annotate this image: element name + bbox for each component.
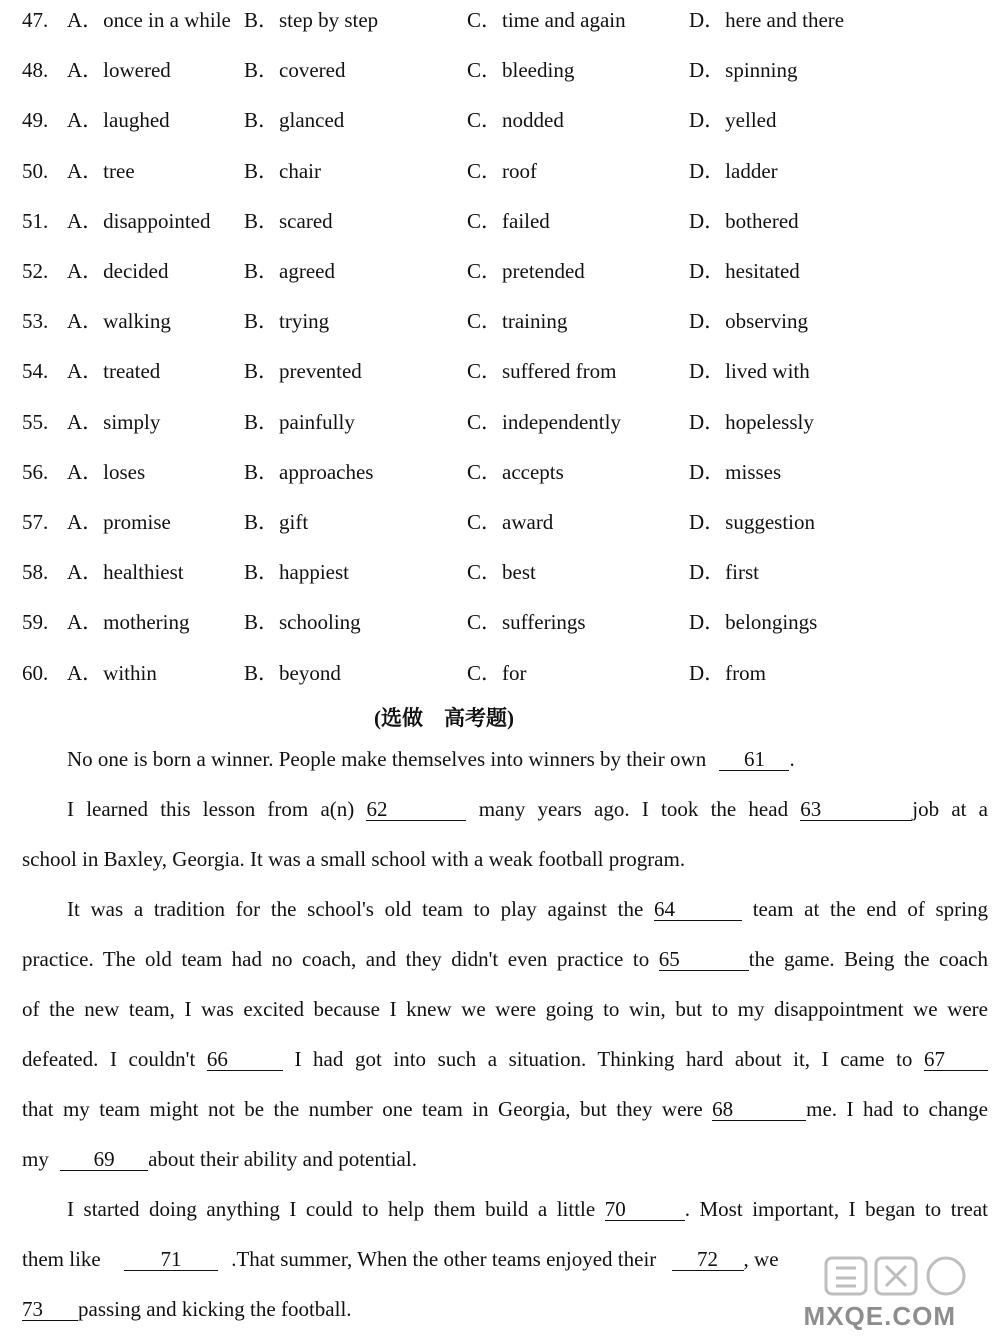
option-a: A．once in a while xyxy=(67,8,231,32)
option-row xyxy=(0,602,1000,642)
question-number: 52. xyxy=(22,259,49,283)
watermark-logo xyxy=(796,1252,986,1334)
passage-line-5: practice. The old team had no coach, and they didn't even practice to 65 the game. Being the coach xyxy=(22,947,988,971)
watermark-text: MXQE.COM xyxy=(803,1301,956,1331)
option-a: A．tree xyxy=(67,158,135,183)
option-row xyxy=(0,100,1000,140)
option-a: A．simply xyxy=(67,409,161,434)
passage-line-9: my 69 about their ability and potential. xyxy=(22,1147,417,1171)
option-b: B．approaches xyxy=(244,459,374,484)
option-a: A．decided xyxy=(67,259,169,283)
option-c: C．training xyxy=(467,309,568,334)
option-d: D．first xyxy=(689,560,759,585)
option-a: A．within xyxy=(67,660,157,685)
option-c: C．best xyxy=(467,560,536,585)
question-number: 48. xyxy=(22,58,49,83)
option-d: D．observing xyxy=(689,309,808,334)
option-c: C．sufferings xyxy=(467,610,586,635)
blank-70: 70 xyxy=(605,1198,685,1221)
section-heading-text: (选做 高考题) xyxy=(374,706,514,730)
option-a: A．laughed xyxy=(67,108,170,133)
blank-63: 63 xyxy=(800,798,912,821)
option-row xyxy=(0,201,1000,241)
option-row xyxy=(0,502,1000,542)
option-d: D．suggestion xyxy=(689,510,815,534)
option-c: C．bleeding xyxy=(467,58,575,83)
blank-73: 73 xyxy=(22,1298,78,1321)
option-b: B．agreed xyxy=(244,259,335,283)
question-number: 57. xyxy=(22,510,49,534)
option-row xyxy=(0,251,1000,291)
option-row xyxy=(0,301,1000,341)
option-a: A．mothering xyxy=(67,610,190,635)
passage-line-1: No one is born a winner. People make themselves into winners by their own 61 . xyxy=(67,747,795,771)
question-number: 59. xyxy=(22,610,49,635)
question-number: 55. xyxy=(22,409,49,434)
option-c: C．failed xyxy=(467,208,550,233)
option-c: C．roof xyxy=(467,158,537,183)
option-row xyxy=(0,653,1000,693)
option-row xyxy=(0,351,1000,391)
option-c: C．independently xyxy=(467,409,621,434)
section-heading xyxy=(0,700,1000,736)
option-d: D．bothered xyxy=(689,208,799,233)
option-a: A．treated xyxy=(67,359,161,384)
blank-65: 65 xyxy=(659,948,749,971)
question-number: 47. xyxy=(22,8,49,32)
blank-71: 71 xyxy=(124,1248,218,1271)
blank-69: 69 xyxy=(60,1148,148,1171)
option-c: C．pretended xyxy=(467,259,585,283)
option-c: C．accepts xyxy=(467,459,564,484)
blank-61: 61 xyxy=(719,748,789,771)
option-c: C．suffered from xyxy=(467,359,617,384)
option-d: D．here and there xyxy=(689,8,845,32)
blank-62: 62 xyxy=(366,798,466,821)
option-row xyxy=(0,151,1000,191)
option-b: B．chair xyxy=(244,158,321,183)
passage-line-7: defeated. I couldn't 66 I had got into such a situation. Thinking hard about it, I came to 67 xyxy=(22,1039,988,1079)
option-d: D．hesitated xyxy=(689,259,800,283)
option-d: D．hopelessly xyxy=(689,409,814,434)
option-c: C．time and again xyxy=(467,8,626,32)
option-c: C．award xyxy=(467,510,554,534)
option-b: B．schooling xyxy=(244,610,361,635)
option-d: D．misses xyxy=(689,459,782,484)
option-row xyxy=(0,0,1000,40)
option-d: D．ladder xyxy=(689,158,778,183)
option-c: C．nodded xyxy=(467,108,564,133)
option-row xyxy=(0,552,1000,592)
option-row xyxy=(0,402,1000,442)
option-b: B．glanced xyxy=(244,108,345,133)
option-b: B．scared xyxy=(244,208,333,233)
option-b: B．gift xyxy=(244,510,309,534)
option-row xyxy=(0,452,1000,492)
blank-72: 72 xyxy=(672,1248,744,1271)
passage-line-8: that my team might not be the number one team in Georgia, but they were 68 me. I had to change xyxy=(22,1097,988,1121)
question-number: 51. xyxy=(22,208,49,233)
passage-line-4: It was a tradition for the school's old team to play against the 64 team at the end of spring xyxy=(67,897,988,921)
option-a: A．disappointed xyxy=(67,208,211,233)
option-d: D．lived with xyxy=(689,359,810,384)
option-a: A．loses xyxy=(67,459,146,484)
option-d: D．yelled xyxy=(689,108,777,133)
option-a: A．lowered xyxy=(67,58,171,83)
option-a: A．promise xyxy=(67,510,171,534)
passage-line-11: them like 71 .That summer, When the other teams enjoyed their 72 , we xyxy=(22,1247,779,1271)
option-b: B．happiest xyxy=(244,560,349,585)
passage-line-6: of the new team, I was excited because I knew we were going to win, but to my disappointment we were xyxy=(22,997,988,1021)
option-row xyxy=(0,50,1000,90)
blank-64: 64 xyxy=(654,898,742,921)
option-a: A．healthiest xyxy=(67,560,184,585)
passage-line-3: school in Baxley, Georgia. It was a small school with a weak football program. xyxy=(22,847,686,871)
option-d: D．belongings xyxy=(689,610,818,635)
question-number: 56. xyxy=(22,459,49,484)
option-a: A．walking xyxy=(67,309,171,334)
option-b: B．beyond xyxy=(244,660,341,685)
option-b: B．prevented xyxy=(244,359,362,384)
option-d: D．spinning xyxy=(689,58,798,83)
blank-66: 66 xyxy=(207,1048,283,1071)
option-b: B．trying xyxy=(244,309,330,334)
blank-68: 68 xyxy=(712,1098,806,1121)
question-number: 50. xyxy=(22,158,49,183)
question-number: 49. xyxy=(22,108,49,133)
question-number: 58. xyxy=(22,560,49,585)
passage-line-10: I started doing anything I could to help them build a little 70 . Most important, I began to treat xyxy=(67,1197,988,1221)
option-d: D．from xyxy=(689,660,766,685)
question-number: 54. xyxy=(22,359,49,384)
passage-line-2: I learned this lesson from a(n) 62 many years ago. I took the head 63 job at a xyxy=(67,797,988,821)
question-number: 53. xyxy=(22,309,49,334)
question-number: 60. xyxy=(22,660,49,685)
option-c: C．for xyxy=(467,660,527,685)
passage-line-12: 73 passing and kicking the football. xyxy=(22,1297,352,1321)
blank-67: 67 xyxy=(924,1048,988,1071)
option-b: B．step by step xyxy=(244,8,379,32)
option-b: B．painfully xyxy=(244,409,355,434)
option-b: B．covered xyxy=(244,58,346,83)
